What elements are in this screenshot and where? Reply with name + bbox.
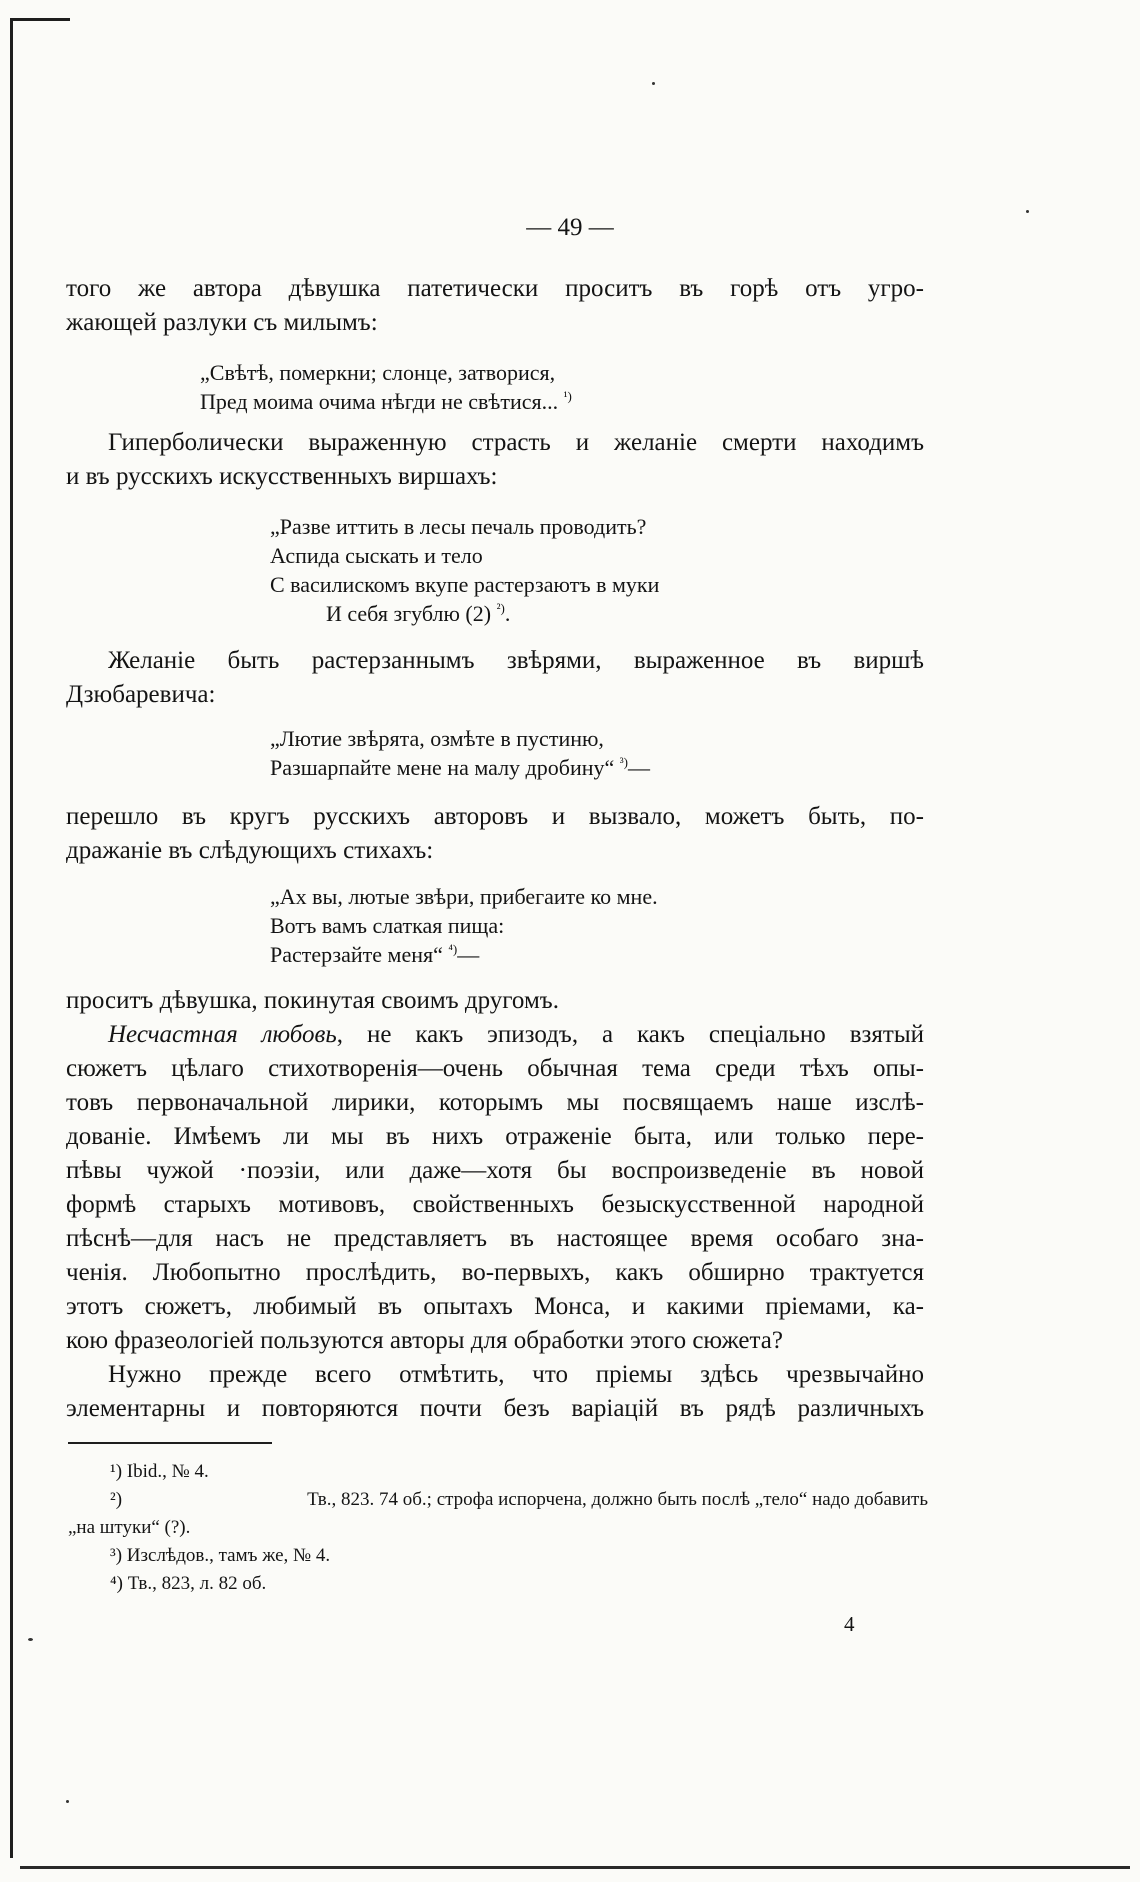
text-line: Гиперболически выраженную страсть и желаніе смерти находимъ [108, 429, 924, 456]
verse-line: Разшарпайте мене на малу дробину“ [270, 755, 615, 780]
text-line: пѣвы чужой ·поэзіи, или даже—хотя бы воспроизведеніе въ новой [66, 1157, 924, 1184]
text-line: пѣснѣ—для насъ не представляетъ въ настоящее время особаго зна- [66, 1225, 924, 1252]
text-line: и въ русскихъ искусственныхъ виршахъ: [66, 463, 498, 490]
text-line: товъ первоначальной лирики, которымъ мы посвящаемъ наше изслѣ- [66, 1089, 924, 1116]
footnote-ref: ³) [619, 754, 628, 770]
text-line: Дзюбаревича: [66, 681, 216, 708]
verse-line: „Разве иттить в лесы печаль проводить? [270, 514, 647, 539]
text-line: Желаніе быть растерзаннымъ звѣрями, выраженное въ виршѣ [108, 647, 924, 674]
text-line: элементарны и повторяются почти безъ варіацій въ рядѣ различныхъ [66, 1395, 924, 1422]
text-line: перешло въ кругъ русскихъ авторовъ и вызвало, можетъ быть, по- [66, 803, 924, 830]
paragraph-4 [66, 800, 924, 868]
paragraph-5 [66, 984, 924, 1426]
text-line: этотъ сюжетъ, любимый въ опытахъ Монса, и какими пріемами, ка- [66, 1293, 924, 1320]
scan-border-top [10, 18, 70, 21]
verse-quote-2: „Разве иттить в лесы печаль проводить? Аспида сыскать и тело С василискомъ вкупе растерзаютъ в муки И себя згублю (2) $^{^2)}$. [270, 514, 660, 626]
footnote-ref: ⁴) [448, 941, 458, 957]
verse-quote-4: „Ах вы, лютые звѣри, прибегаите ко мне. Вотъ вамъ слаткая пища: Растерзайте меня“ $^{^4)}$— [270, 884, 658, 967]
signature-mark: 4 [844, 1612, 855, 1636]
scan-speck [652, 82, 655, 85]
footnote-ref: ¹) [563, 388, 572, 404]
footnote-2: ²) Тв., 823. 74 об.; строфа испорчена, должно быть послѣ „тело“ надо добавить [110, 1489, 928, 1510]
verse-line: С василискомъ вкупе растерзаютъ в муки [270, 572, 660, 597]
verse-line: Вотъ вамъ слаткая пища: [270, 913, 505, 938]
text-line: дованіе. Имѣемъ ли мы въ нихъ отраженіе быта, или только пере- [66, 1123, 924, 1150]
footnote-2-cont: „на штуки“ (?). [68, 1517, 191, 1538]
text-line: проситъ дѣвушка, покинутая своимъ другомъ. [66, 987, 559, 1014]
verse-line: „Лютие звѣрята, озмѣте в пустиню, [270, 726, 604, 751]
verse-line: Растерзайте меня“ [270, 942, 443, 967]
footnote-3: ³) Изслѣдов., тамъ же, № 4. [110, 1545, 331, 1566]
paragraph-2 [66, 426, 924, 494]
italic-term: Несчастная любовь [108, 1021, 337, 1048]
text-line: дражаніе въ слѣдующихъ стихахъ: [66, 837, 434, 864]
verse-quote-1 [200, 358, 572, 416]
footnote-1: ¹) Ibid., № 4. [110, 1461, 209, 1482]
scan-speck [66, 1800, 69, 1803]
text-line: жающей разлуки съ милымъ: [66, 309, 378, 336]
paragraph-1 [66, 272, 924, 340]
text-line: , не какъ эпизодъ, а какъ спеціально взятый [336, 1021, 925, 1048]
verse-quote-3: „Лютие звѣрята, озмѣте в пустиню, Разшарпайте мене на малу дробину“ $^{^3)}$— [270, 726, 650, 780]
verse-line: Пред моима очима нѣгди не свѣтися... [200, 389, 559, 414]
text-line: Нужно прежде всего отмѣтить, что пріемы здѣсь чрезвычайно [108, 1361, 924, 1388]
scan-speck [1026, 210, 1029, 213]
scan-speck [28, 1638, 33, 1641]
scan-border-left [10, 18, 13, 1858]
footnotes [68, 1458, 928, 1598]
footnote-4: ⁴) Тв., 823, л. 82 об. [110, 1573, 267, 1594]
paragraph-3 [66, 644, 924, 712]
text-line: ченія. Любопытно прослѣдить, во-первыхъ, какъ обширно трактуется [66, 1259, 924, 1286]
text-line: формѣ старыхъ мотивовъ, свойственныхъ безыскусственной народной [66, 1191, 924, 1218]
footnote-rule [68, 1442, 272, 1444]
verse-line: „Ах вы, лютые звѣри, прибегаите ко мне. [270, 884, 658, 909]
footnote-ref: ²) [496, 600, 505, 616]
verse-line: Аспида сыскать и тело [270, 543, 483, 568]
text-line: кою фразеологіей пользуются авторы для обработки этого сюжета? [66, 1327, 783, 1354]
page-number: — 49 — [526, 214, 614, 241]
verse-line: И себя згублю (2) [326, 601, 492, 626]
text-line: того же автора дѣвушка патетически проситъ въ горѣ отъ угро- [66, 275, 924, 302]
scan-border-bottom [20, 1866, 1130, 1869]
verse-line: „Свѣтѣ, померкни; слонце, затворися, [200, 360, 556, 385]
text-line: сюжетъ цѣлаго стихотворенія—очень обычная тема среди тѣхъ опы- [66, 1055, 924, 1082]
